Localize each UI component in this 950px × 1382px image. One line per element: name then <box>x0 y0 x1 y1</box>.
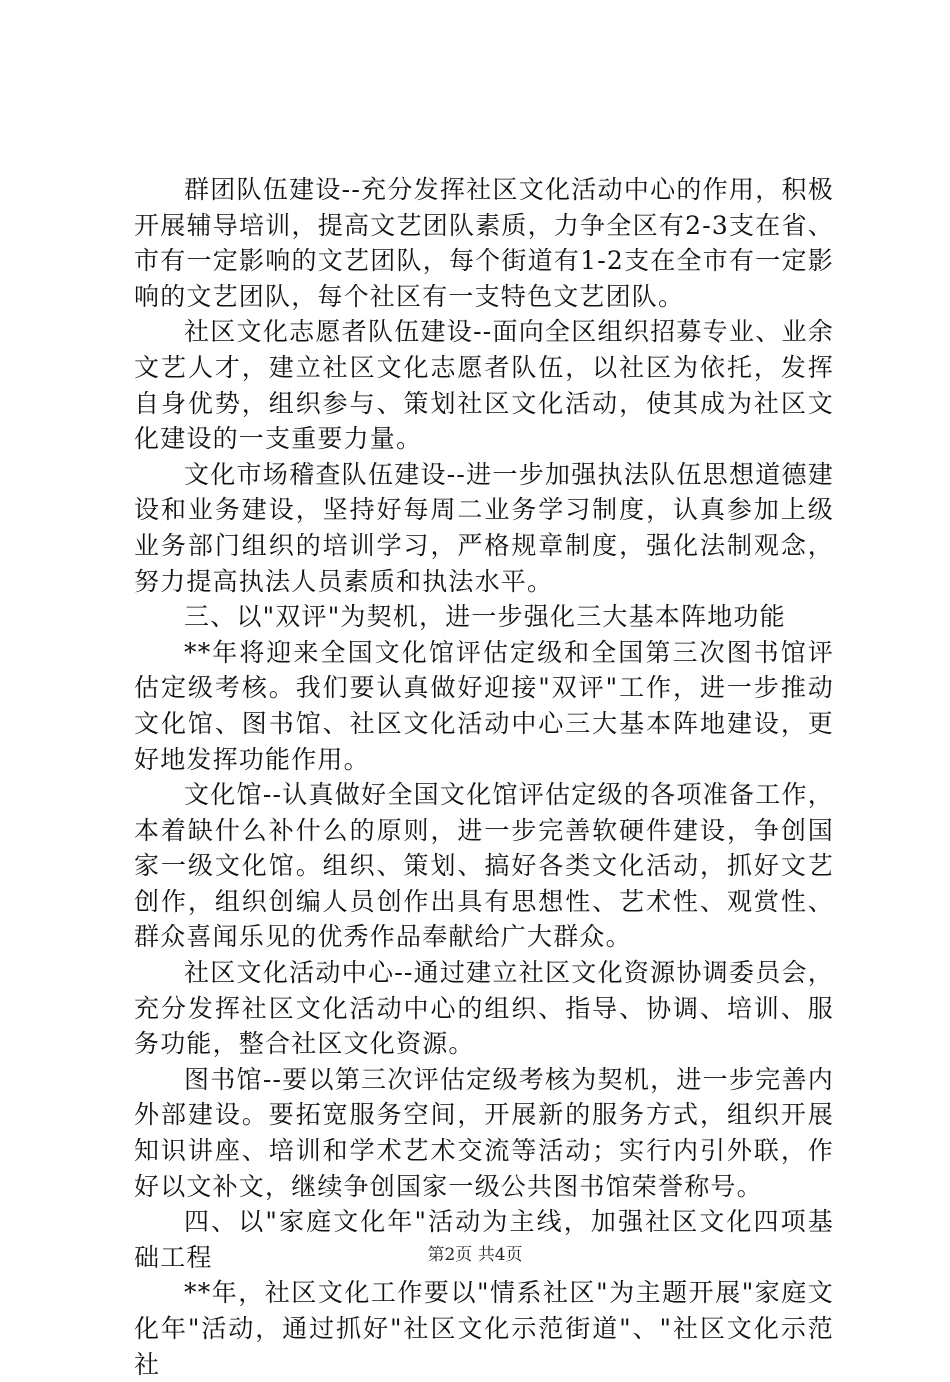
paragraph-mass-team: 群团队伍建设--充分发挥社区文化活动中心的作用，积极开展辅导培训，提高文艺团队素质，力争全区有2-3支在省、市有一定影响的文艺团队，每个街道有1-2支在全市有一定影响的文艺团队，每个社区有一支特色文艺团队。 <box>134 175 834 311</box>
paragraph-library: 图书馆--要以第三次评估定级考核为契机，进一步完善内外部建设。要拓宽服务空间，开展新的服务方式，组织开展知识讲座、培训和学术艺术交流等活动；实行内引外联，作好以文补文，继续争创国家一级公共图书馆荣誉称号。 <box>134 1064 834 1201</box>
section-heading-three: 三、以"双评"为契机，进一步强化三大基本阵地功能 <box>184 602 786 632</box>
paragraph-family-culture-year: **年，社区文化工作要以"情系社区"为主题开展"家庭文化年"活动，通过抓好"社区文化示范街道"、"社区文化示范社 <box>134 1278 834 1379</box>
paragraph-market-inspection: 文化市场稽查队伍建设--进一步加强执法队伍思想道德建设和业务建设，坚持好每周二业务学习制度，认真参加上级业务部门组织的培训学习，严格规章制度，强化法制观念，努力提高执法人员素质和执法水平。 <box>134 459 834 596</box>
paragraph-cultural-center: 文化馆--认真做好全国文化馆评估定级的各项准备工作，本着缺什么补什么的原则，进一步完善软硬件建设，争创国家一级文化馆。组织、策划、搞好各类文化活动，抓好文艺创作，组织创编人员创作出具有思想性、艺术性、观赏性、群众喜闻乐见的优秀作品奉献给广大群众。 <box>134 780 834 952</box>
paragraph-volunteer-team: 社区文化志愿者队伍建设--面向全区组织招募专业、业余文艺人才，建立社区文化志愿者队伍，以社区为依托，发挥自身优势，组织参与、策划社区文化活动，使其成为社区文化建设的一支重要力量。 <box>134 317 834 454</box>
page-number-footer: 第2页 共4页 <box>427 1245 523 1265</box>
section-heading-four: 四、以"家庭文化年"活动为主线，加强社区文化四项基础工程 <box>134 1207 834 1272</box>
paragraph-double-evaluation: **年将迎来全国文化馆评估定级和全国第三次图书馆评估定级考核。我们要认真做好迎接"双评"工作，进一步推动文化馆、图书馆、社区文化活动中心三大基本阵地建设，更好地发挥功能作用。 <box>134 637 834 774</box>
document-body <box>134 172 834 1382</box>
paragraph-community-center: 社区文化活动中心--通过建立社区文化资源协调委员会，充分发挥社区文化活动中心的组织、指导、协调、培训、服务功能，整合社区文化资源。 <box>134 958 834 1059</box>
